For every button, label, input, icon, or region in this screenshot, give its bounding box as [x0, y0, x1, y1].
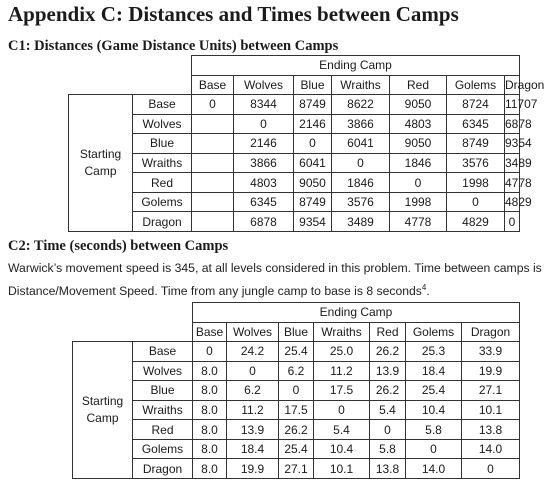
- table-cell: 3489: [332, 212, 390, 232]
- table-cell: 0: [234, 114, 294, 134]
- table-corner-blank: [73, 303, 193, 323]
- col-header-wraiths: Wraiths: [332, 75, 390, 95]
- table-cell: 19.9: [462, 361, 520, 381]
- table-row: [73, 381, 520, 401]
- table-cell: 9050: [294, 173, 332, 193]
- row-header: Wolves: [133, 361, 193, 381]
- table-cell: 13.9: [370, 361, 406, 381]
- table-cell: 9050: [390, 95, 447, 115]
- table-cell: 0: [314, 400, 370, 420]
- table-cell: 2146: [234, 134, 294, 154]
- table-cell: 17.5: [279, 400, 314, 420]
- table-cell: 19.9: [227, 459, 279, 479]
- row-header: Base: [133, 342, 193, 362]
- paragraph-line: Distance/Movement Speed. Time from any jungle camp to base is 8 seconds: [8, 284, 422, 299]
- table-cell: 10.4: [406, 400, 462, 420]
- table-cell: 27.1: [279, 459, 314, 479]
- table-cell: 8749: [294, 95, 332, 115]
- table-cell: 8.0: [193, 420, 227, 440]
- table-cell: 18.4: [406, 361, 462, 381]
- table-cell: 9050: [390, 134, 447, 154]
- table-cell: 18.4: [227, 439, 279, 459]
- table-cell: 8.0: [193, 381, 227, 401]
- table-cell: 8724: [447, 95, 505, 115]
- table-corner-blank: [69, 75, 192, 95]
- table-cell: [192, 173, 234, 193]
- table-cell: 9354: [505, 134, 520, 154]
- table-cell: 0: [447, 192, 505, 212]
- col-header-blue: Blue: [294, 75, 332, 95]
- table-cell: 10.1: [314, 459, 370, 479]
- row-header: Wraiths: [133, 153, 192, 173]
- table-cell: 4803: [234, 173, 294, 193]
- table-cell: 25.4: [406, 381, 462, 401]
- table-cell: 11707: [505, 95, 520, 115]
- row-header: Base: [133, 95, 192, 115]
- table-cell: [192, 192, 234, 212]
- table-cell: 6878: [505, 114, 520, 134]
- movement-speed-paragraph: Warwick’s movement speed is 345, at all levels considered in this problem. Time between camps is Distance/Movement Speed. Time from any jungle camp to base is 8 seconds$^4$.: [8, 261, 542, 299]
- times-heading: C2: Time (seconds) between Camps: [8, 238, 229, 254]
- table-corner-blank: [73, 322, 193, 342]
- table-cell: 26.2: [279, 420, 314, 440]
- table-cell: 0: [294, 134, 332, 154]
- table-cell: 6345: [447, 114, 505, 134]
- col-header-base: Base: [193, 322, 227, 342]
- table-cell: 13.8: [370, 459, 406, 479]
- table-cell: 0: [192, 95, 234, 115]
- col-header-base: Base: [192, 75, 234, 95]
- row-header: Golems: [133, 192, 192, 212]
- table-row: [73, 420, 520, 440]
- table-cell: 4778: [505, 173, 520, 193]
- table-cell: 6.2: [279, 361, 314, 381]
- col-group-header: Ending Camp: [193, 303, 520, 323]
- distances-table: [68, 55, 545, 232]
- table-cell: 8.0: [193, 459, 227, 479]
- table-cell: [192, 212, 234, 232]
- table-cell: 3866: [234, 153, 294, 173]
- table-cell: 1846: [332, 173, 390, 193]
- row-group-header: Starting Camp: [69, 95, 133, 232]
- table-cell: 14.0: [462, 439, 520, 459]
- row-group-header: Starting Camp: [73, 342, 133, 479]
- table-cell: 25.3: [406, 342, 462, 362]
- table-cell: 1846: [390, 153, 447, 173]
- table-cell: 0: [370, 420, 406, 440]
- table-cell: 4803: [390, 114, 447, 134]
- table-row: [69, 114, 520, 134]
- table-cell: 4829: [447, 212, 505, 232]
- table-cell: 8622: [332, 95, 390, 115]
- paragraph-line: Warwick’s movement speed is 345, at all levels considered in this problem. Time between camps is: [8, 261, 542, 275]
- table-cell: 24.2: [227, 342, 279, 362]
- table-cell: [192, 134, 234, 154]
- table-row: [69, 95, 520, 115]
- row-header: Golems: [133, 439, 193, 459]
- table-cell: 0: [505, 212, 520, 232]
- table-cell: 11.2: [314, 361, 370, 381]
- table-cell: 6878: [234, 212, 294, 232]
- table-cell: 2146: [294, 114, 332, 134]
- col-header-golems: Golems: [406, 322, 462, 342]
- table-row: [73, 459, 520, 479]
- table-row: [73, 342, 520, 362]
- table-cell: 17.5: [314, 381, 370, 401]
- table-cell: 5.4: [314, 420, 370, 440]
- col-header-red: Red: [370, 322, 406, 342]
- col-header-dragon: Dragon: [505, 75, 520, 95]
- table-cell: 0: [462, 459, 520, 479]
- table-cell: 10.4: [314, 439, 370, 459]
- table-cell: 5.8: [370, 439, 406, 459]
- table-cell: 26.2: [370, 342, 406, 362]
- table-cell: 6.2: [227, 381, 279, 401]
- table-row: [73, 439, 520, 459]
- table-cell: 4829: [505, 192, 520, 212]
- table-cell: 25.4: [279, 342, 314, 362]
- table-cell: 10.1: [462, 400, 520, 420]
- col-header-wolves: Wolves: [227, 322, 279, 342]
- table-cell: 13.9: [227, 420, 279, 440]
- table-cell: 25.0: [314, 342, 370, 362]
- table-cell: 6041: [332, 134, 390, 154]
- table-cell: 3576: [447, 153, 505, 173]
- table-cell: 8.0: [193, 361, 227, 381]
- table-cell: 13.8: [462, 420, 520, 440]
- table-corner-blank: [69, 56, 192, 76]
- table-cell: 26.2: [370, 381, 406, 401]
- col-header-blue: Blue: [279, 322, 314, 342]
- table-cell: 0: [193, 342, 227, 362]
- table-row: [69, 173, 520, 193]
- table-cell: 4778: [390, 212, 447, 232]
- table-cell: 5.4: [370, 400, 406, 420]
- table-cell: 1998: [390, 192, 447, 212]
- table-cell: 0: [279, 381, 314, 401]
- table-cell: [192, 114, 234, 134]
- table-cell: 8.0: [193, 400, 227, 420]
- table-cell: 11.2: [227, 400, 279, 420]
- col-group-header: Ending Camp: [192, 56, 520, 76]
- col-header-wolves: Wolves: [234, 75, 294, 95]
- col-header-wraiths: Wraiths: [314, 322, 370, 342]
- row-header: Blue: [133, 134, 192, 154]
- table-row: [69, 192, 520, 212]
- row-header: Wolves: [133, 114, 192, 134]
- table-cell: 0: [332, 153, 390, 173]
- table-cell: 0: [227, 361, 279, 381]
- row-header: Blue: [133, 381, 193, 401]
- col-header-red: Red: [390, 75, 447, 95]
- table-cell: 8749: [294, 192, 332, 212]
- table-cell: 8749: [447, 134, 505, 154]
- table-cell: 8344: [234, 95, 294, 115]
- distances-heading: C1: Distances (Game Distance Units) between Camps: [8, 38, 339, 54]
- table-cell: 33.9: [462, 342, 520, 362]
- table-cell: 9354: [294, 212, 332, 232]
- table-row: [69, 212, 520, 232]
- row-header: Red: [133, 420, 193, 440]
- table-row: [69, 134, 520, 154]
- row-header: Dragon: [133, 459, 193, 479]
- table-row: [69, 153, 520, 173]
- col-header-golems: Golems: [447, 75, 505, 95]
- table-cell: 3489: [505, 153, 520, 173]
- table-row: [73, 361, 520, 381]
- table-cell: 3576: [332, 192, 390, 212]
- table-cell: 6345: [234, 192, 294, 212]
- table-cell: 6041: [294, 153, 332, 173]
- table-cell: 1998: [447, 173, 505, 193]
- table-cell: 27.1: [462, 381, 520, 401]
- footnote-mark: 4: [421, 283, 427, 292]
- table-cell: 0: [390, 173, 447, 193]
- times-table: [72, 302, 520, 479]
- table-row: [73, 400, 520, 420]
- table-cell: 14.0: [406, 459, 462, 479]
- table-cell: 0: [406, 439, 462, 459]
- page-title: Appendix C: Distances and Times between Camps: [8, 2, 459, 26]
- table-cell: 5.8: [406, 420, 462, 440]
- table-cell: 3866: [332, 114, 390, 134]
- table-cell: 25.4: [279, 439, 314, 459]
- table-cell: [192, 153, 234, 173]
- row-header: Dragon: [133, 212, 192, 232]
- table-cell: 8.0: [193, 439, 227, 459]
- row-header: Red: [133, 173, 192, 193]
- col-header-dragon: Dragon: [462, 322, 520, 342]
- row-header: Wraiths: [133, 400, 193, 420]
